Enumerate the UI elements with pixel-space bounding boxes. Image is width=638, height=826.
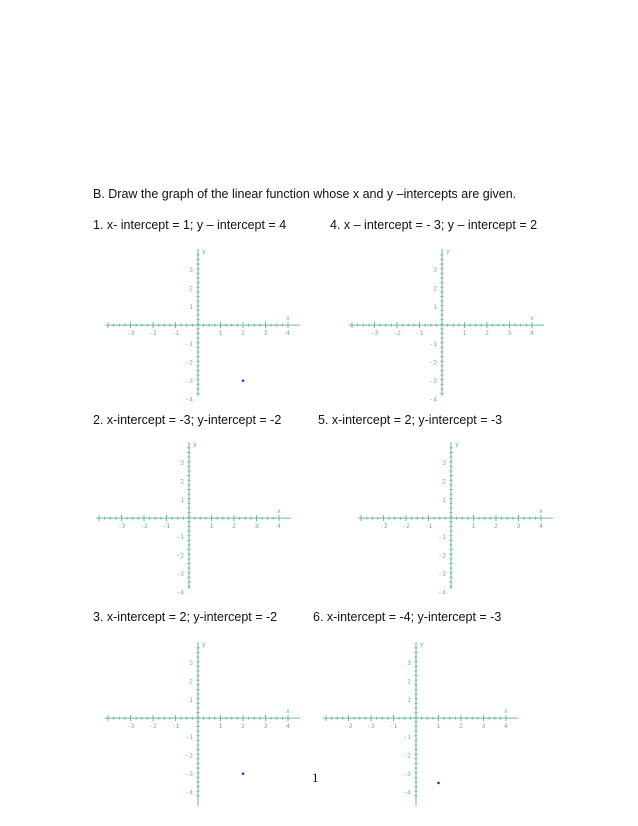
x-tick-label: 4 bbox=[286, 722, 290, 731]
x-tick-label: -3 bbox=[126, 722, 135, 731]
x-tick-label: 3 bbox=[516, 522, 521, 531]
y-tick-label: -1 bbox=[429, 339, 437, 348]
problem-5-label: 5. x-intercept = 2; y-intercept = -3 bbox=[318, 413, 503, 427]
y-tick-label: -1 bbox=[185, 732, 193, 741]
x-axis-label: x bbox=[530, 314, 534, 323]
y-tick-label: -2 bbox=[176, 551, 184, 560]
y-tick-label: 2 bbox=[189, 677, 193, 686]
x-tick-label: 3 bbox=[263, 329, 268, 338]
x-tick-label: 3 bbox=[263, 722, 268, 731]
y-tick-label: -2 bbox=[185, 358, 193, 367]
problem-6-label: 6. x-intercept = -4; y-intercept = -3 bbox=[313, 610, 502, 624]
coordinate-grid-problem-3[interactable] bbox=[95, 638, 305, 810]
x-tick-label: 4 bbox=[286, 329, 290, 338]
y-tick-label: -4 bbox=[176, 588, 184, 597]
x-tick-label: -1 bbox=[162, 522, 171, 531]
y-tick-label: 2 bbox=[433, 284, 437, 293]
y-tick-label: -2 bbox=[185, 751, 193, 760]
y-tick-label: -3 bbox=[438, 569, 446, 578]
x-tick-label: 1 bbox=[471, 522, 476, 531]
x-tick-label: -3 bbox=[370, 329, 379, 338]
x-tick-label: 4 bbox=[504, 722, 508, 731]
y-tick-label: 1 bbox=[442, 495, 446, 504]
y-tick-label: 2 bbox=[189, 284, 193, 293]
y-tick-label: -4 bbox=[185, 395, 193, 404]
x-axis-label: x bbox=[286, 314, 290, 323]
y-tick-label: -4 bbox=[185, 788, 193, 797]
x-axis-label: x bbox=[286, 707, 290, 716]
y-tick-label: -3 bbox=[185, 376, 193, 385]
x-tick-label: -2 bbox=[402, 522, 410, 531]
x-tick-label: 1 bbox=[218, 722, 223, 731]
coordinate-grid-problem-4[interactable] bbox=[339, 245, 549, 404]
y-tick-label: -2 bbox=[403, 751, 411, 760]
x-tick-label: -3 bbox=[379, 522, 388, 531]
plotted-point bbox=[242, 379, 245, 382]
y-tick-label: 3 bbox=[442, 458, 446, 467]
y-tick-label: 1 bbox=[189, 302, 193, 311]
x-tick-label: -3 bbox=[117, 522, 126, 531]
y-tick-label: -1 bbox=[438, 532, 446, 541]
plotted-point bbox=[437, 782, 440, 785]
y-axis-label: y bbox=[202, 640, 206, 648]
x-tick-label: 4 bbox=[539, 522, 543, 531]
x-tick-label: -2 bbox=[149, 329, 157, 338]
x-tick-label: -1 bbox=[415, 329, 424, 338]
y-axis-label: y bbox=[455, 440, 459, 448]
x-tick-label: 2 bbox=[241, 722, 245, 731]
instruction-text: B. Draw the graph of the linear function whose x and y –intercepts are given. bbox=[93, 187, 517, 201]
x-tick-label: 1 bbox=[218, 329, 223, 338]
y-tick-label: -3 bbox=[429, 376, 437, 385]
y-tick-label: 2 bbox=[180, 477, 184, 486]
x-tick-label: 4 bbox=[530, 329, 534, 338]
x-tick-label: -2 bbox=[393, 329, 401, 338]
y-tick-label: 3 bbox=[407, 658, 411, 667]
x-tick-label: 2 bbox=[232, 522, 236, 531]
x-tick-label: -1 bbox=[389, 722, 398, 731]
y-tick-label: 1 bbox=[407, 695, 411, 704]
coordinate-grid-problem-6[interactable] bbox=[313, 638, 523, 810]
x-tick-label: -3 bbox=[344, 722, 353, 731]
y-tick-label: -4 bbox=[429, 395, 437, 404]
x-tick-label: 2 bbox=[241, 329, 245, 338]
problem-4-label: 4. x – intercept = - 3; y – intercept = 2 bbox=[330, 218, 538, 232]
x-tick-label: -3 bbox=[126, 329, 135, 338]
y-tick-label: 2 bbox=[442, 477, 446, 486]
x-tick-label: 3 bbox=[481, 722, 486, 731]
x-tick-label: -1 bbox=[424, 522, 433, 531]
x-tick-label: 3 bbox=[507, 329, 512, 338]
y-tick-label: 1 bbox=[189, 695, 193, 704]
y-tick-label: -1 bbox=[403, 732, 411, 741]
x-tick-label: 2 bbox=[485, 329, 489, 338]
x-tick-label: -1 bbox=[171, 722, 180, 731]
x-tick-label: 4 bbox=[277, 522, 281, 531]
plotted-point bbox=[242, 772, 245, 775]
coordinate-grid-problem-2[interactable] bbox=[86, 438, 296, 597]
y-tick-label: 3 bbox=[433, 265, 437, 274]
x-tick-label: -1 bbox=[171, 329, 180, 338]
x-tick-label: 3 bbox=[254, 522, 259, 531]
y-axis-label: y bbox=[193, 440, 197, 448]
y-tick-label: -4 bbox=[438, 588, 446, 597]
y-axis-label: y bbox=[420, 640, 424, 648]
y-tick-label: -2 bbox=[438, 551, 446, 560]
x-tick-label: 1 bbox=[209, 522, 214, 531]
x-axis-label: x bbox=[504, 707, 508, 716]
y-axis-label: y bbox=[446, 247, 450, 255]
y-tick-label: -1 bbox=[176, 532, 184, 541]
coordinate-grid-problem-5[interactable] bbox=[348, 438, 558, 597]
y-tick-label: -3 bbox=[176, 569, 184, 578]
coordinate-grid-problem-1[interactable] bbox=[95, 245, 305, 404]
y-tick-label: 3 bbox=[180, 458, 184, 467]
y-tick-label: -3 bbox=[403, 769, 411, 778]
x-tick-label: 1 bbox=[436, 722, 441, 731]
problem-3-label: 3. x-intercept = 2; y-intercept = -2 bbox=[93, 610, 278, 624]
x-tick-label: -2 bbox=[149, 722, 157, 731]
y-tick-label: -3 bbox=[185, 769, 193, 778]
x-tick-label: -2 bbox=[367, 722, 375, 731]
y-tick-label: -2 bbox=[429, 358, 437, 367]
y-tick-label: 3 bbox=[189, 658, 193, 667]
x-axis-label: x bbox=[539, 507, 543, 516]
y-tick-label: 2 bbox=[407, 677, 411, 686]
y-tick-label: 1 bbox=[180, 495, 184, 504]
y-tick-label: 3 bbox=[189, 265, 193, 274]
x-tick-label: -2 bbox=[140, 522, 148, 531]
y-axis-label: y bbox=[202, 247, 206, 255]
x-tick-label: 2 bbox=[459, 722, 463, 731]
page-number: 1 bbox=[312, 770, 319, 785]
x-tick-label: 1 bbox=[462, 329, 467, 338]
y-tick-label: -1 bbox=[185, 339, 193, 348]
problem-2-label: 2. x-intercept = -3; y-intercept = -2 bbox=[93, 413, 282, 427]
x-tick-label: 2 bbox=[494, 522, 498, 531]
y-tick-label: 1 bbox=[433, 302, 437, 311]
x-axis-label: x bbox=[277, 507, 281, 516]
problem-1-label: 1. x- intercept = 1; y – intercept = 4 bbox=[93, 218, 287, 232]
y-tick-label: -4 bbox=[403, 788, 411, 797]
